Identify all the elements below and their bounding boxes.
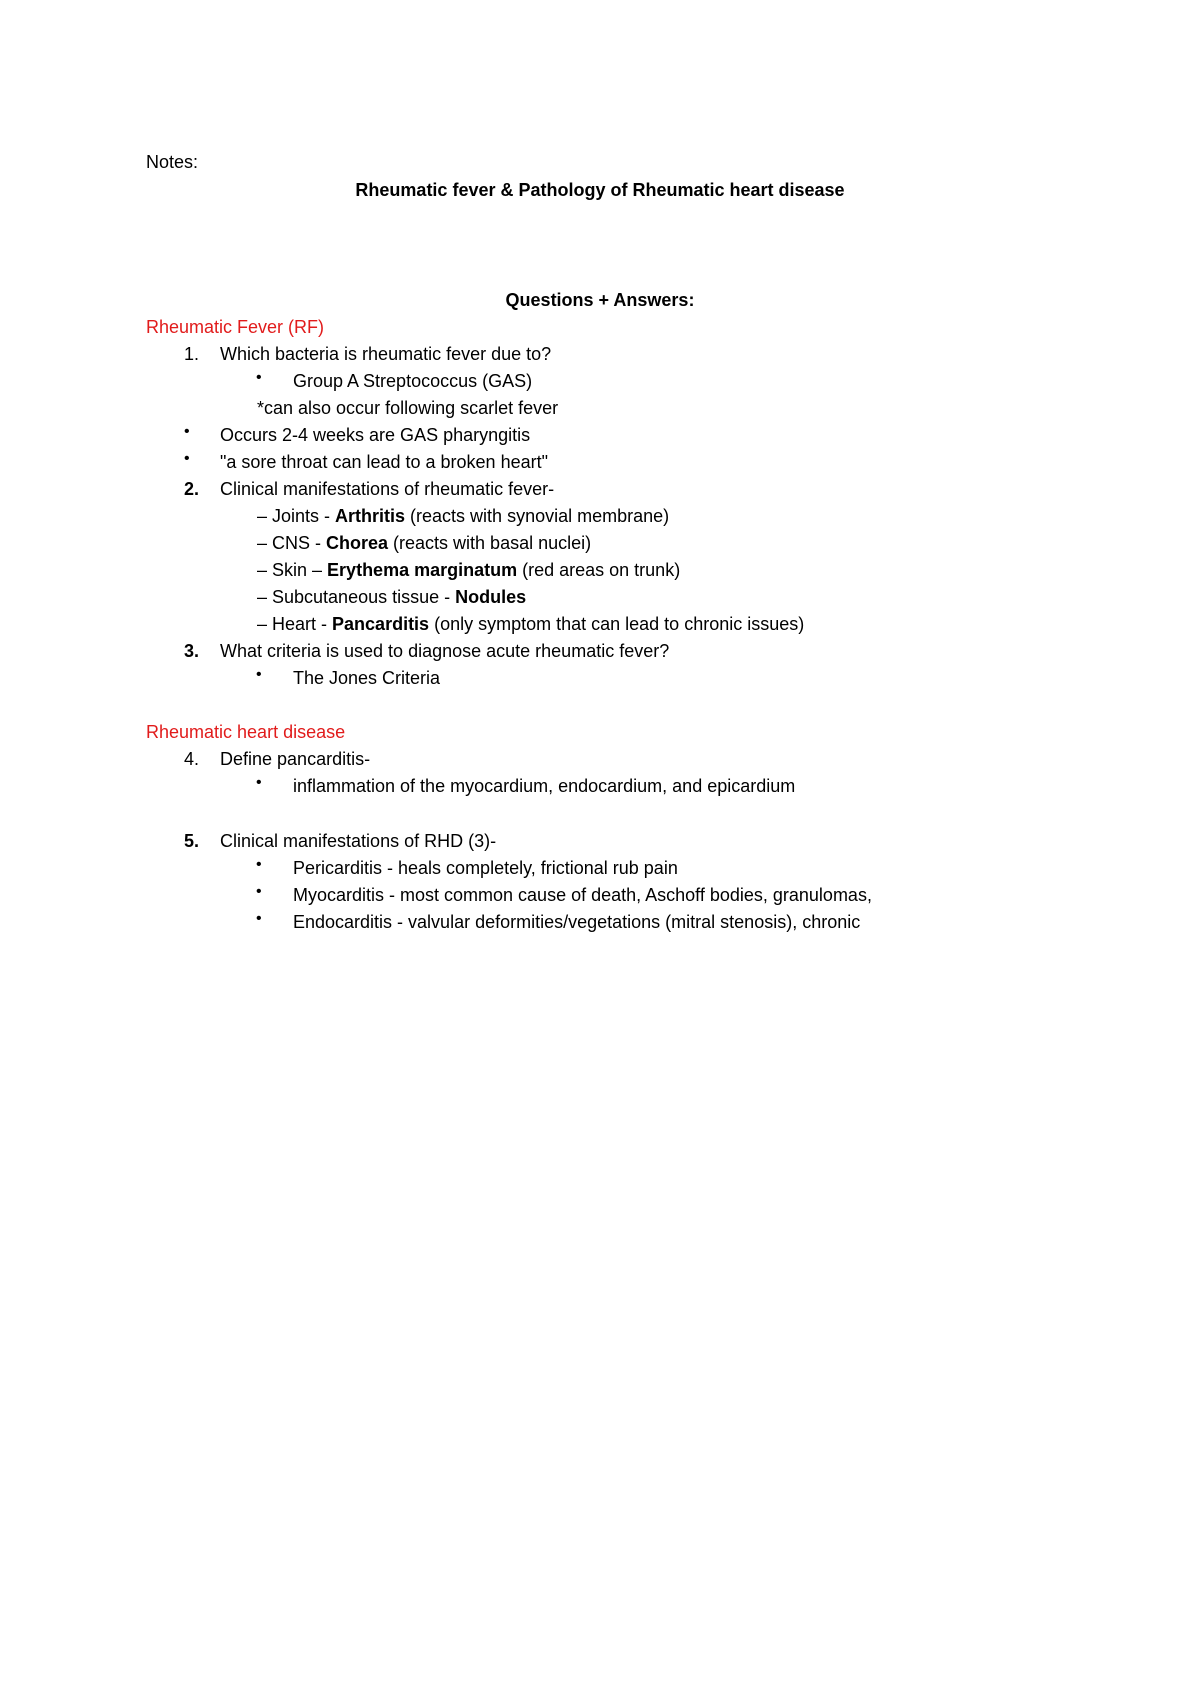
- answer-text: Myocarditis - most common cause of death, Aschoff bodies, granulomas,: [293, 885, 872, 905]
- question-text: Which bacteria is rheumatic fever due to?: [220, 344, 552, 364]
- bullet-icon: •: [256, 774, 262, 791]
- bullet-icon: •: [184, 450, 190, 467]
- bullet-icon: •: [256, 856, 262, 873]
- manifestation-item: – Joints - Arthritis (reacts with synovial membrane): [257, 506, 670, 526]
- page-title: Rheumatic fever & Pathology of Rheumatic heart disease: [355, 180, 845, 200]
- question-text: Clinical manifestations of rheumatic fever-: [220, 479, 555, 499]
- question-number: 2.: [184, 479, 200, 499]
- note-text: *can also occur following scarlet fever: [257, 398, 559, 418]
- bullet-icon: •: [256, 369, 262, 386]
- bullet-text: Occurs 2-4 weeks are GAS pharyngitis: [220, 425, 531, 445]
- question-number: 4.: [184, 749, 200, 769]
- bullet-icon: •: [184, 423, 190, 440]
- bullet-icon: •: [256, 910, 262, 927]
- answer-text: The Jones Criteria: [293, 668, 441, 688]
- bullet-text: "a sore throat can lead to a broken heart": [220, 452, 548, 472]
- question-number: 3.: [184, 641, 200, 661]
- section-heading-rheumatic-heart-disease: Rheumatic heart disease: [146, 722, 346, 742]
- answer-text: Endocarditis - valvular deformities/vegetations (mitral stenosis), chronic: [293, 912, 861, 932]
- question-number: 1.: [184, 344, 200, 364]
- answer-text: inflammation of the myocardium, endocardium, and epicardium: [293, 776, 796, 796]
- manifestation-item: – Subcutaneous tissue - Nodules: [257, 587, 527, 607]
- answer-text: Pericarditis - heals completely, frictional rub pain: [293, 858, 678, 878]
- notes-label: Notes:: [146, 152, 199, 172]
- question-text: What criteria is used to diagnose acute rheumatic fever?: [220, 641, 670, 661]
- question-number: 5.: [184, 831, 200, 851]
- answer-text: Group A Streptococcus (GAS): [293, 371, 533, 391]
- qa-heading: Questions + Answers:: [505, 290, 695, 310]
- question-text: Clinical manifestations of RHD (3)-: [220, 831, 497, 851]
- bullet-icon: •: [256, 666, 262, 683]
- manifestation-item: – Heart - Pancarditis (only symptom that can lead to chronic issues): [257, 614, 805, 634]
- section-heading-rheumatic-fever: Rheumatic Fever (RF): [146, 317, 325, 337]
- manifestation-item: – CNS - Chorea (reacts with basal nuclei): [257, 533, 592, 553]
- manifestation-item: – Skin – Erythema marginatum (red areas on trunk): [257, 560, 681, 580]
- question-text: Define pancarditis-: [220, 749, 371, 769]
- bullet-icon: •: [256, 883, 262, 900]
